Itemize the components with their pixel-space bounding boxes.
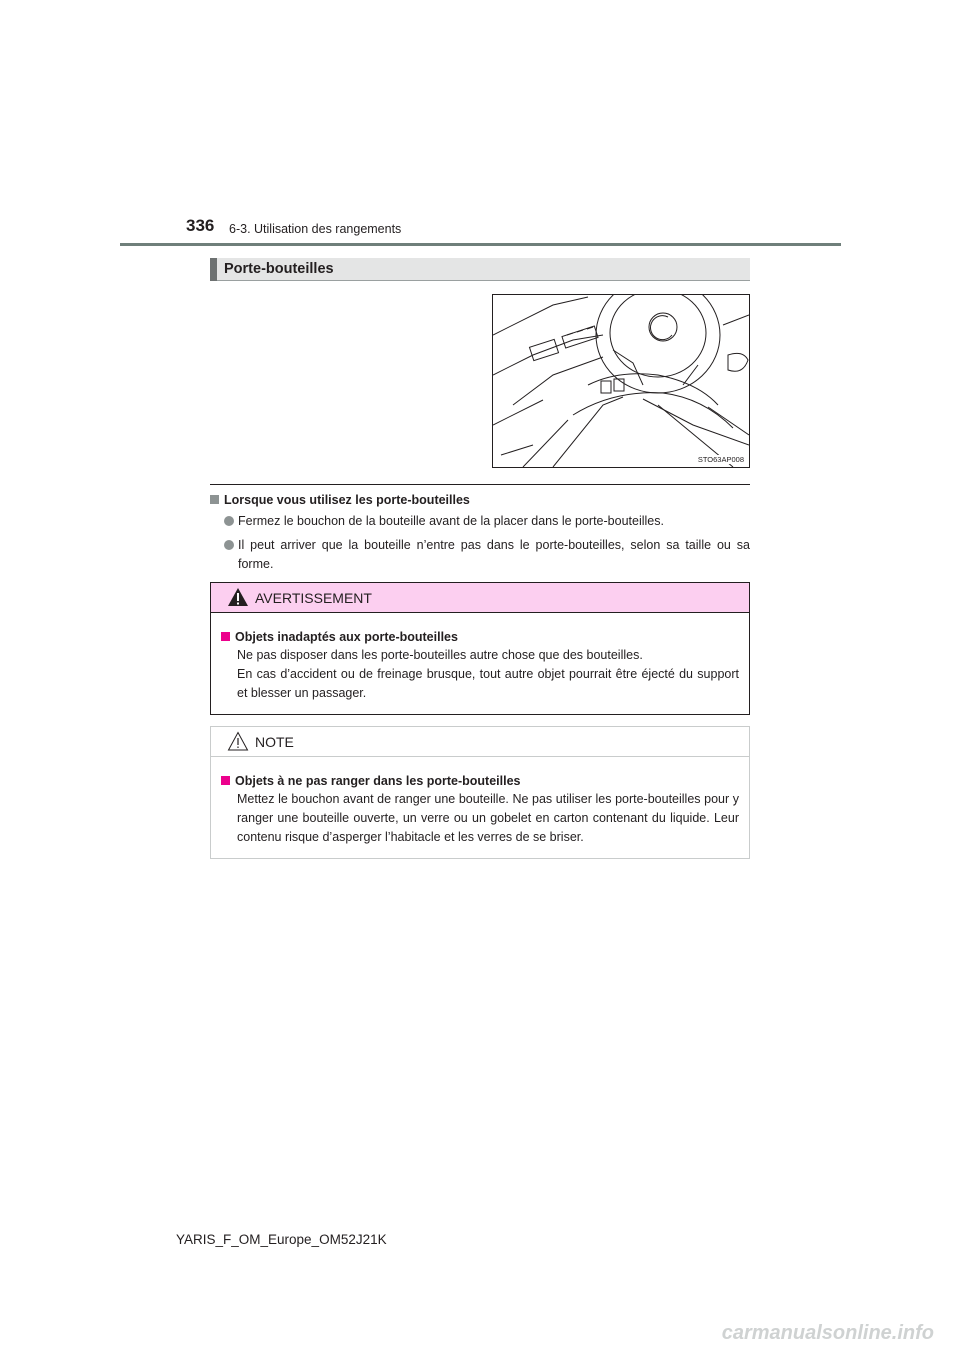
section-title: Porte-bouteilles	[224, 261, 334, 277]
square-bullet-icon	[221, 632, 230, 641]
footer-manual-code: YARIS_F_OM_Europe_OM52J21K	[176, 1232, 387, 1247]
bottle-holder-illustration	[492, 294, 750, 468]
info-bullet-text: Fermez le bouchon de la bouteille avant de la placer dans le porte-bouteilles.	[238, 514, 664, 528]
info-heading-text: Lorsque vous utilisez les porte-bouteilles	[224, 493, 470, 507]
warning-heading	[221, 628, 739, 646]
note-box	[210, 726, 750, 859]
note-heading-text: Objets à ne pas ranger dans les porte-bouteilles	[235, 774, 521, 788]
page-number: 336	[186, 216, 215, 235]
section-label: 6-3. Utilisation des rangements	[229, 222, 402, 236]
warning-heading-text: Objets inadaptés aux porte-bouteilles	[235, 630, 458, 644]
square-bullet-icon	[210, 495, 219, 504]
body-rule	[210, 484, 750, 485]
circle-bullet-icon	[224, 516, 234, 526]
watermark: carmanualsonline.info	[721, 1322, 934, 1344]
info-bullet	[224, 512, 750, 531]
illustration-code: STO63AP008	[697, 455, 744, 464]
info-heading	[210, 493, 470, 507]
note-heading	[221, 772, 739, 790]
warning-label: AVERTISSEMENT	[255, 590, 372, 606]
warning-paragraph: Ne pas disposer dans les porte-bouteilles autre chose que des bouteilles.	[237, 648, 643, 662]
warning-paragraph: En cas d’accident ou de freinage brusque, tout autre objet pourrait être éjecté du support et blesser un passager.	[237, 667, 739, 700]
warning-body	[211, 613, 749, 703]
note-triangle-icon	[227, 731, 249, 751]
info-bullet-text: Il peut arriver que la bouteille n’entre pas dans le porte-bouteilles, selon sa taille ou sa forme.	[238, 538, 750, 571]
note-paragraph: Mettez le bouchon avant de ranger une bouteille. Ne pas utiliser les porte-bouteilles pour y ranger une bouteille ouverte, un verre ou un gobelet en carton contenant du liquide. Leur contenu risque d’asperger l’habitacle et les verres de se briser.	[237, 792, 739, 844]
header-rule	[120, 243, 841, 246]
note-header	[211, 727, 749, 757]
square-bullet-icon	[221, 776, 230, 785]
section-heading-bar	[210, 258, 750, 281]
note-body	[211, 757, 749, 847]
warning-header	[211, 583, 749, 613]
dashboard-line-drawing	[493, 295, 749, 467]
heading-tab	[210, 258, 217, 281]
info-bullet	[224, 536, 750, 574]
warning-triangle-icon	[227, 587, 249, 607]
note-label: NOTE	[255, 734, 294, 750]
circle-bullet-icon	[224, 540, 234, 550]
warning-box	[210, 582, 750, 715]
